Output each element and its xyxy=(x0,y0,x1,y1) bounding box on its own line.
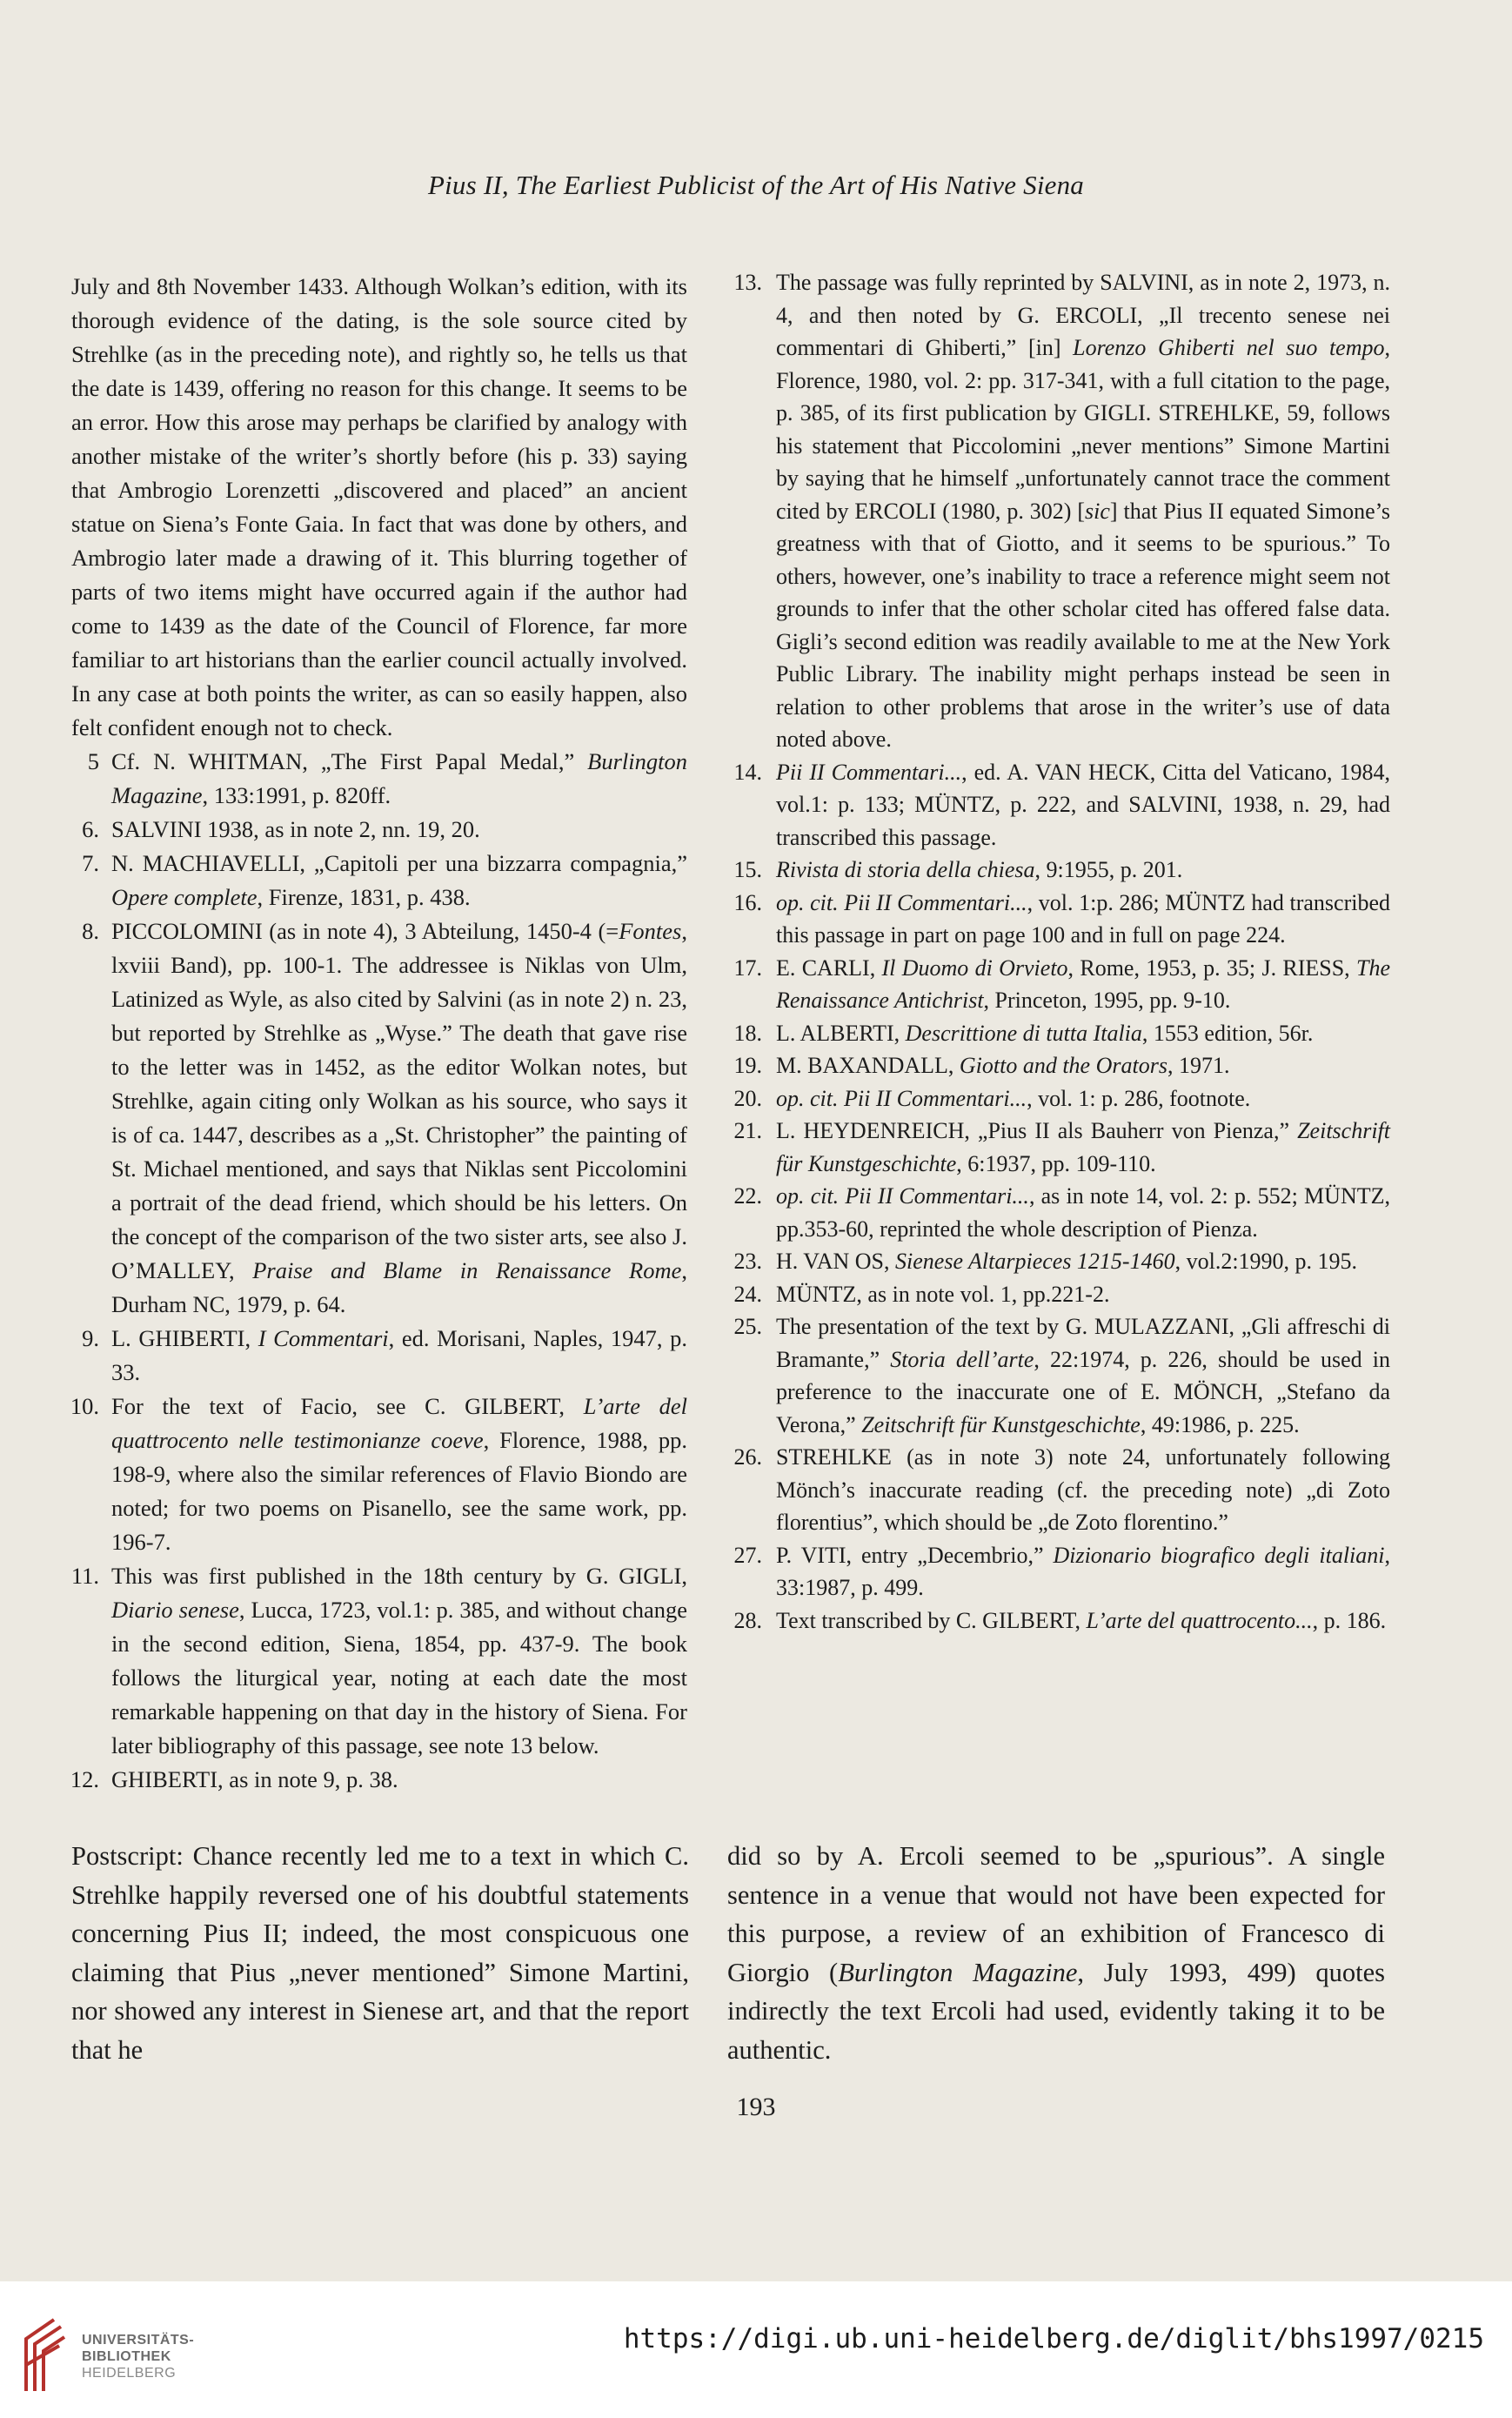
note-fragment: , 49:1986, p. 225. xyxy=(1140,1411,1300,1437)
note-fragment: , 1971. xyxy=(1167,1053,1230,1078)
left-note xyxy=(61,1559,687,1763)
note-text xyxy=(776,266,1390,756)
library-line-2: BIBLIOTHEK xyxy=(82,2349,171,2364)
note-text xyxy=(111,914,687,1322)
note-fragment: PICCOLOMINI (as in note 4), 3 Abteilung, 1450-4 (= xyxy=(111,918,619,944)
note-text xyxy=(776,756,1390,854)
note-fragment: GHIBERTI, as in note 9, p. 38. xyxy=(111,1766,398,1792)
note-text xyxy=(776,1539,1390,1604)
note-number: 28. xyxy=(733,1607,762,1633)
note-text xyxy=(776,1278,1390,1311)
right-note xyxy=(727,1539,1390,1604)
note-fragment: SALVINI 1938, as in note 2, nn. 19, 20. xyxy=(111,816,480,842)
note-fragment: L. HEYDENREICH, „Pius II als Bauherr von Pienza,” xyxy=(776,1118,1298,1143)
left-note xyxy=(61,847,687,914)
note-number: 10. xyxy=(70,1393,99,1419)
postscript-right-italic: Burlington Magazine xyxy=(838,1957,1078,1987)
note-text xyxy=(776,1310,1390,1441)
note-text xyxy=(111,813,687,847)
note-text xyxy=(776,887,1390,952)
page-number: 193 xyxy=(736,2093,776,2121)
note-fragment: , vol.2:1990, p. 195. xyxy=(1174,1249,1358,1274)
note-italic-title: L’arte del quattrocento... xyxy=(1086,1607,1313,1633)
left-notes-list xyxy=(61,745,687,1797)
note-fragment: , 33:1987, p. 499. xyxy=(776,1542,1390,1600)
note-fragment: The passage was fully reprinted by SALVINI, as in note 2, 1973, n. 4, and then noted by G. ERCOLI, „Il trecento senese nei commentari di Ghiberti,” [in] xyxy=(776,270,1390,360)
note-italic-title: Fontes xyxy=(619,918,682,944)
right-note xyxy=(727,1049,1390,1082)
note-fragment: , as in note 14, vol. 2: p. 552; MÜNTZ, pp.353-60, reprinted the whole description of Pienza. xyxy=(776,1183,1390,1242)
right-note xyxy=(727,1245,1390,1278)
note-italic-title: Diario senese xyxy=(111,1597,239,1623)
right-note xyxy=(727,1082,1390,1115)
note-italic-title: Dizionario biografico degli italiani xyxy=(1053,1542,1385,1568)
note-italic-title: op. cit. Pii II Commentari... xyxy=(776,889,1027,915)
note-text xyxy=(776,1604,1390,1638)
note-number: 11. xyxy=(70,1563,99,1589)
note-fragment: Text transcribed by C. GILBERT, xyxy=(776,1607,1087,1633)
left-note xyxy=(61,1763,687,1797)
left-column xyxy=(61,270,687,1797)
note-italic-title: Storia dell’arte xyxy=(890,1346,1034,1372)
note-fragment: , Florence, 1988, pp. 198-9, where also the similar references of Flavio Biondo are noted; for two poems on Pisanello, see the same work, pp. 196-7. xyxy=(111,1427,687,1555)
note-fragment: , Rome, 1953, p. 35; J. RIESS, xyxy=(1067,954,1356,981)
note-fragment: , Princeton, 1995, pp. 9-10. xyxy=(983,988,1231,1013)
note-fragment: , 22:1974, p. 226, should be used in preference to the inaccurate one of E. MÖNCH, „Stefano da Verona,” xyxy=(776,1346,1390,1437)
left-note xyxy=(61,1322,687,1390)
note-fragment: , vol. 1: p. 286, footnote. xyxy=(1027,1085,1251,1111)
postscript-left: Postscript: Chance recently led me to a text in which C. Strehlke happily reversed one of his doubtful statements concerning Pius II; indeed, the most conspicuous one claiming that Pius „never mentioned” Simone Martini, nor showed any interest in Sienese art, and that the report that he xyxy=(71,1841,689,2065)
note-fragment: M. BAXANDALL, xyxy=(776,1053,960,1078)
note-fragment: , Durham NC, 1979, p. 64. xyxy=(111,1257,687,1317)
postscript-right-text-end: , July 1993, 499) quotes indirectly the text Ercoli had used, evidently taking it to be authentic. xyxy=(727,1957,1385,2065)
note-italic-title: Rivista di storia della chiesa xyxy=(776,857,1035,882)
note-number: 12. xyxy=(70,1766,99,1792)
note-italic-title: op. cit. Pii II Commentari... xyxy=(776,1085,1027,1111)
note-italic-title: sic xyxy=(1085,498,1110,524)
note-fragment: , 1553 edition, 56r. xyxy=(1141,1020,1314,1046)
note-fragment: MÜNTZ, as in note vol. 1, pp.221-2. xyxy=(776,1281,1110,1307)
note-text xyxy=(111,1559,687,1763)
right-note xyxy=(727,1017,1390,1050)
postscript-right xyxy=(727,1837,1385,2069)
note-number: 27. xyxy=(733,1542,762,1568)
note-number: 9. xyxy=(82,1325,99,1351)
note-italic-title: Giotto and the Orators xyxy=(959,1053,1167,1078)
right-note xyxy=(727,756,1390,854)
right-note xyxy=(727,952,1390,1017)
note-fragment: E. CARLI, xyxy=(776,954,882,981)
note-fragment: , Firenze, 1831, p. 438. xyxy=(257,884,471,910)
note-fragment: This was first published in the 18th century by G. GIGLI, xyxy=(111,1563,687,1589)
note-fragment: The presentation of the text by G. MULAZZANI, „Gli affreschi di Bramante,” xyxy=(776,1314,1390,1372)
note-italic-title: Sienese Altarpieces 1215-1460 xyxy=(895,1249,1175,1274)
note-number: 25. xyxy=(733,1314,762,1339)
library-line-1: UNIVERSITÄTS- xyxy=(82,2333,195,2348)
right-column xyxy=(727,266,1390,1637)
note-fragment: L. ALBERTI, xyxy=(776,1020,906,1046)
postscript-right-text: did so by A. Ercoli seemed to be „spurious”. A single sentence in a venue that would not have been expected for this purpose, a review of an exhibition of Francesco di Giorgio ( xyxy=(727,1841,1385,1987)
note-fragment: L. GHIBERTI, xyxy=(111,1325,258,1351)
left-note xyxy=(61,1390,687,1559)
note-italic-title: Descrittione di tutta Italia xyxy=(905,1020,1142,1046)
right-note xyxy=(727,1310,1390,1441)
note-fragment: , vol. 1:p. 286; MÜNTZ had transcribed this passage in part on page 100 and in full on page 224. xyxy=(776,889,1390,948)
note-italic-title: Zeitschrift für Kunstgeschichte xyxy=(776,1118,1390,1176)
note-text xyxy=(111,1322,687,1390)
note-fragment: P. VITI, entry „Decembrio,” xyxy=(776,1542,1054,1568)
ub-heidelberg-logo-icon xyxy=(19,2313,67,2395)
note-number: 15. xyxy=(733,857,762,882)
note-italic-title: Il Duomo di Orvieto xyxy=(881,954,1068,981)
note-italic-title: Zeitschrift für Kunstgeschichte xyxy=(861,1411,1141,1437)
right-note xyxy=(727,1115,1390,1180)
note-fragment: , 9:1955, p. 201. xyxy=(1034,857,1183,882)
note-fragment: , Lucca, 1723, vol.1: p. 385, and without change in the second edition, Siena, 1854, pp. 437-9. The book follows the liturgical year, noting at each date the most remarkable happening on that day in the history of Siena. For later bibliography of this passage, see note 13 below. xyxy=(111,1597,687,1758)
library-line-3: HEIDELBERG xyxy=(82,2366,177,2381)
note-text xyxy=(776,1082,1390,1115)
note-number: 20. xyxy=(733,1085,762,1111)
note-text xyxy=(776,1017,1390,1050)
note-fragment: H. VAN OS, xyxy=(776,1249,896,1274)
note-fragment: N. MACHIAVELLI, „Capitoli per una bizzarra compagnia,” xyxy=(111,850,687,876)
note-italic-title: I Commentari xyxy=(258,1325,389,1351)
left-note xyxy=(61,914,687,1322)
note-text xyxy=(776,1441,1390,1539)
note-fragment: For the text of Facio, see C. GILBERT, xyxy=(111,1393,584,1419)
note-number: 22. xyxy=(733,1183,762,1209)
note-fragment: STREHLKE (as in note 3) note 24, unfortunately following Mönch’s inaccurate reading (cf. the preceding note) „di Zoto florentius”, which should be „de Zoto florentino.” xyxy=(776,1444,1390,1535)
note-fragment: , ed. Morisani, Naples, 1947, p. 33. xyxy=(111,1325,687,1385)
note-number: 18. xyxy=(733,1020,762,1046)
note-italic-title: L’arte del quattrocento nelle testimonianze coeve xyxy=(111,1393,687,1453)
note-text xyxy=(776,1245,1390,1278)
right-note xyxy=(727,266,1390,756)
note-number: 21. xyxy=(733,1118,762,1143)
note-number: 16. xyxy=(733,889,762,915)
note-italic-title: Lorenzo Ghiberti nel suo tempo xyxy=(1073,335,1385,360)
note-number: 14. xyxy=(733,759,762,785)
note-italic-title: The Renaissance Antichrist xyxy=(776,954,1390,1013)
note-fragment: , p. 186. xyxy=(1312,1607,1387,1633)
note-fragment: Cf. N. WHITMAN, „The First Papal Medal,” xyxy=(111,748,588,774)
right-note xyxy=(727,1441,1390,1539)
left-note xyxy=(61,745,687,813)
note-text xyxy=(776,1115,1390,1180)
note-italic-title: Praise and Blame in Renaissance Rome xyxy=(252,1257,682,1283)
note-text xyxy=(111,745,687,813)
right-note xyxy=(727,854,1390,887)
note-fragment: ] that Pius II equated Simone’s greatness with that of Giotto, and it seems to be spurious.” To others, however, one’s inability to trace a reference might seem not grounds to infer that the other scholar cited has offered false data. Gigli’s second edition was readily available to me at the New York Public Library. The inability might perhaps instead be seen in relation to other problems that arose in the writer’s use of data noted above. xyxy=(776,498,1390,752)
note-italic-title: Opere complete xyxy=(111,884,258,910)
note-text xyxy=(111,847,687,914)
source-url-link[interactable]: https://digi.ub.uni-heidelberg.de/diglit/bhs1997/0215 xyxy=(623,2323,1484,2354)
note-number: 13. xyxy=(733,270,762,295)
note-fragment: , Florence, 1980, vol. 2: pp. 317-341, with a full citation to the page, p. 385, of its first publication by GIGLI. STREHLKE, 59, follows his statement that Piccolomini „never mentions” Simone Martini by saying that he himself „unfortunately cannot trace the comment cited by ERCOLI (1980, p. 302) [ xyxy=(776,335,1390,524)
note-number: 19. xyxy=(733,1053,762,1078)
right-note xyxy=(727,1604,1390,1638)
note-fragment: , 6:1937, pp. 109-110. xyxy=(956,1150,1156,1176)
note-number: 8. xyxy=(82,918,99,944)
note-italic-title: Pii II Commentari... xyxy=(776,759,962,785)
note-fragment: , lxviii Band), pp. 100-1. The addressee is Niklas von Ulm, Latinized as Wyle, as also cited by Salvini (as in note 2) n. 23, but reported by Strehlke as „Wyse.” The death that gave rise to the letter was in 1452, as the editor Wolkan notes, but Strehlke, again citing only Wolkan as his source, who says it is of ca. 1447, describes as a „St. Christopher” the painting of St. Michael mentioned, and says that Niklas sent Piccolomini a portrait of the dead friend, which should be his letters. On the concept of the comparison of the two sister arts, see also J. O’MALLEY, xyxy=(111,918,687,1283)
note-number: 17. xyxy=(733,954,762,981)
note-text xyxy=(776,854,1390,887)
note-number: 26. xyxy=(733,1444,762,1470)
note-4-continuation: July and 8th November 1433. Although Wolkan’s edition, with its thorough evidence of the dating, is the sole source cited by Strehlke (as in the preceding note), and rightly so, he tells us that the date is 1439, offering no reason for this change. It seems to be an error. How this arose may perhaps be clarified by analogy with another mistake of the writer’s shortly before (his p. 33) saying that Ambrogio Lorenzetti „discovered and placed” an ancient statue on Siena’s Fonte Gaia. In fact that was done by others, and Ambrogio later made a drawing of it. This blurring together of parts of two items might have occurred again if the author had come to 1439 as the date of the Council of Florence, far more familiar to art historians than the earlier council actually involved. In any case at both points the writer, as can so easily happen, also felt confident enough not to check. xyxy=(71,273,687,740)
note-fragment: , 133:1991, p. 820ff. xyxy=(202,782,391,808)
right-note xyxy=(727,1278,1390,1311)
note-number: 24. xyxy=(733,1281,762,1307)
note-number: 5 xyxy=(87,748,99,774)
note-text xyxy=(776,1049,1390,1082)
note-number: 23. xyxy=(733,1249,762,1274)
note-number: 6. xyxy=(82,816,99,842)
note-text xyxy=(776,1180,1390,1245)
note-text xyxy=(776,952,1390,1017)
note-italic-title: Burlington Magazine xyxy=(111,748,687,808)
left-note xyxy=(61,813,687,847)
right-note xyxy=(727,887,1390,952)
note-text xyxy=(111,1390,687,1559)
note-italic-title: op. cit. Pii II Commentari... xyxy=(776,1183,1029,1209)
right-note xyxy=(727,1180,1390,1245)
note-text xyxy=(111,1763,687,1797)
note-number: 7. xyxy=(82,850,99,876)
running-head: Pius II, The Earliest Publicist of the Art of His Native Siena xyxy=(427,170,1085,200)
library-name xyxy=(82,2332,194,2381)
right-notes-list xyxy=(727,266,1390,1637)
note-fragment: , ed. A. VAN HECK, Citta del Vaticano, 1984, vol.1: p. 133; MÜNTZ, p. 222, and SALVINI, 1938, n. 29, had transcribed this passage. xyxy=(776,759,1390,850)
